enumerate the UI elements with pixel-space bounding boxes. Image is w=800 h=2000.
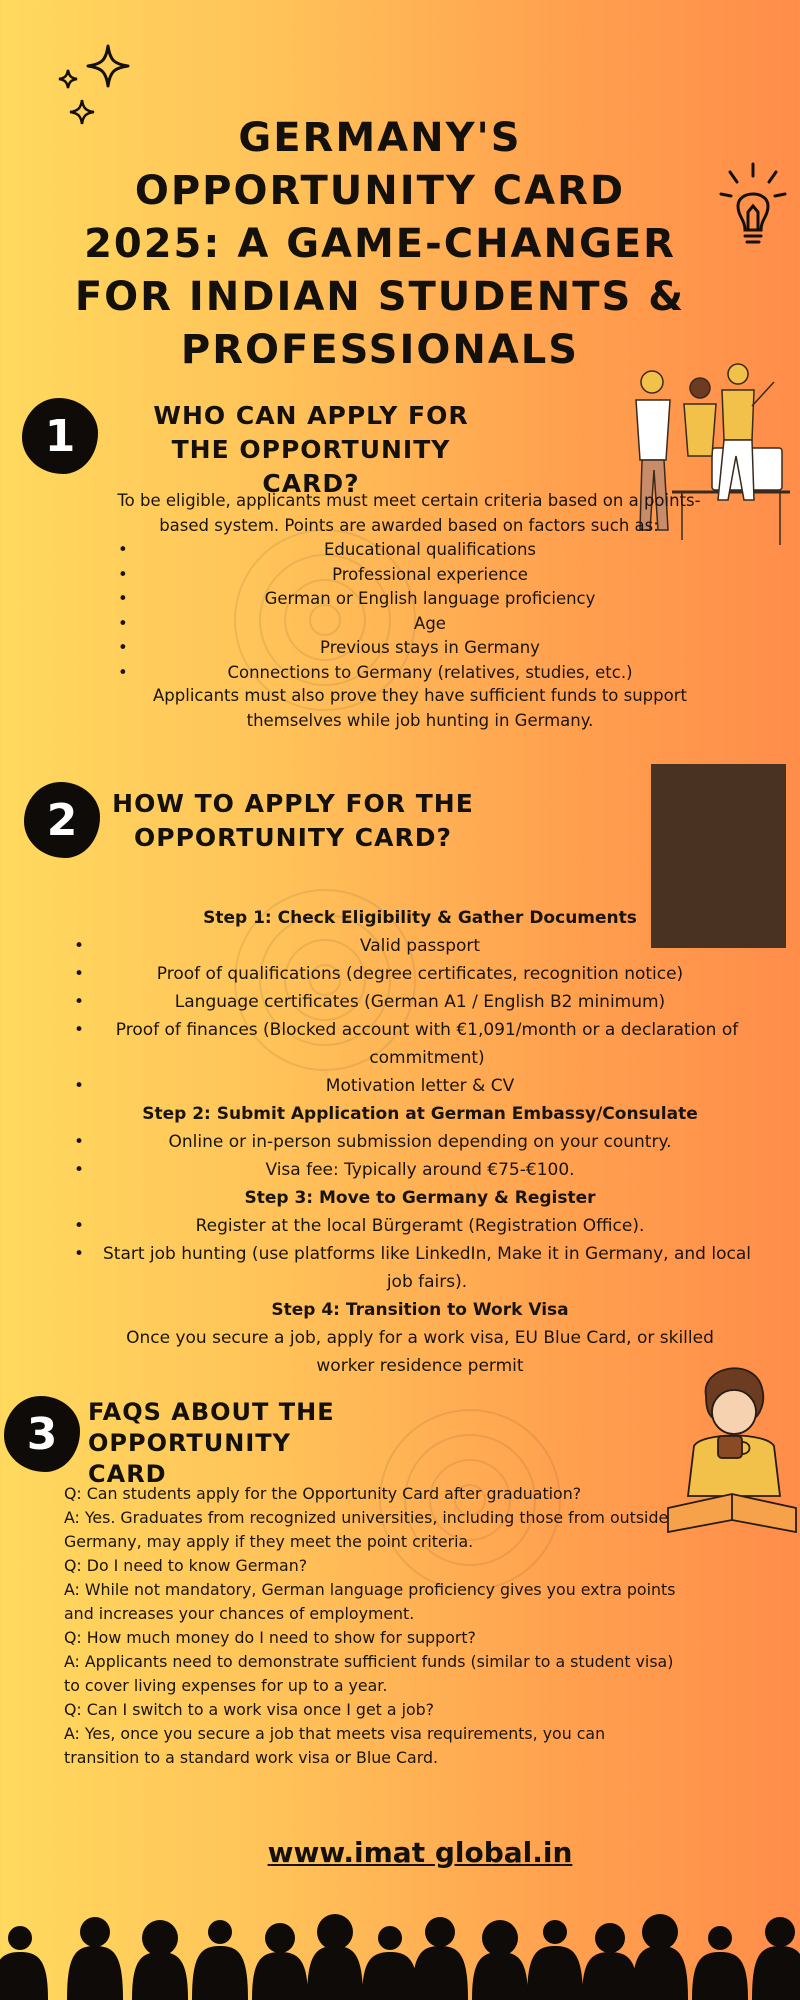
section-heading: HOW TO APPLY FOR THE OPPORTUNITY CARD? — [112, 789, 474, 852]
list-item: • Motivation letter & CV — [74, 1076, 515, 1096]
silhouette-head — [482, 1920, 518, 1956]
step-2-heading: Step 2: Submit Application at German Embassy/Consulate — [142, 1104, 698, 1124]
lightbulb-icon — [718, 160, 788, 260]
silhouette-head — [80, 1917, 110, 1947]
list-item: • Educational qualifications — [118, 540, 537, 559]
faq-question: Q: How much money do I need to show for support? — [64, 1628, 476, 1647]
section-heading: WHO CAN APPLY FOR THE OPPORTUNITY CARD? — [153, 401, 469, 498]
list-item: • Valid passport — [74, 936, 481, 956]
silhouette-body — [412, 1946, 468, 2000]
list-item: • Visa fee: Typically around €75-€100. — [74, 1160, 575, 1180]
silhouette-body — [252, 1952, 308, 2000]
step-3-heading: Step 3: Move to Germany & Register — [244, 1188, 596, 1208]
silhouette-body — [192, 1946, 248, 2000]
silhouette-head — [765, 1917, 795, 1947]
step-4-heading: Step 4: Transition to Work Visa — [271, 1300, 569, 1320]
list-item: • Online or in-person submission depending on your country. — [74, 1132, 672, 1152]
silhouette-head — [595, 1923, 625, 1953]
faq-answer: A: While not mandatory, German language proficiency gives you extra points and increases your chances of employment. — [64, 1580, 676, 1623]
list-item: • Age — [118, 613, 446, 633]
silhouette-body — [527, 1946, 583, 2000]
section-number-badge: 3 — [4, 1396, 80, 1472]
faq-answer: A: Yes, once you secure a job that meets visa requirements, you can transition to a standard work visa or Blue Card. — [64, 1724, 606, 1767]
crowd-silhouette — [0, 1900, 800, 2000]
list-item: • Connections to Germany (relatives, studies, etc.) — [118, 662, 633, 682]
list-item: • Proof of qualifications (degree certificates, recognition notice) — [74, 964, 684, 984]
list-item: • Register at the local Bürgeramt (Registration Office). — [74, 1216, 645, 1236]
list-item: • German or English language proficiency — [118, 589, 596, 608]
faq-answer: A: Applicants need to demonstrate sufficient funds (similar to a student visa) to cover living expenses for up to a year. — [64, 1652, 674, 1695]
faq-question: Q: Can I switch to a work visa once I get a job? — [64, 1700, 435, 1719]
silhouette-head — [208, 1920, 232, 1944]
page-title: GERMANY'S OPPORTUNITY CARD 2025: A GAME-CHANGER FOR INDIAN STUDENTS & PROFESSIONALS — [74, 115, 686, 373]
silhouette-body — [307, 1946, 363, 2000]
silhouette-body — [0, 1952, 48, 2000]
silhouette-body — [362, 1952, 418, 2000]
list-item: • Previous stays in Germany — [118, 638, 540, 657]
silhouette-body — [692, 1952, 748, 2000]
silhouette-head — [378, 1926, 402, 1950]
website-link[interactable]: www.imat global.in — [267, 1836, 573, 1869]
section-heading: FAQS ABOUT THE OPPORTUNITY CARD — [88, 1398, 335, 1488]
faq-question: Q: Do I need to know German? — [64, 1556, 308, 1575]
silhouette-body — [582, 1952, 638, 2000]
silhouette-head — [142, 1920, 178, 1956]
silhouette-head — [425, 1917, 455, 1947]
silhouette-body — [632, 1946, 688, 2000]
list-item: • Language certificates (German A1 / English B2 minimum) — [74, 992, 666, 1012]
silhouette-head — [708, 1926, 732, 1950]
silhouette-head — [642, 1914, 678, 1950]
silhouette-body — [67, 1946, 123, 2000]
list-item: • Proof of finances (Blocked account with €1,091/month or a declaration of commitment) — [74, 1020, 739, 1068]
silhouette-body — [132, 1952, 188, 2000]
faq-answer: A: Yes. Graduates from recognized universities, including those from outside Germany, may apply if they meet the point criteria. — [64, 1508, 669, 1551]
silhouette-body — [752, 1946, 800, 2000]
silhouette-head — [8, 1926, 32, 1950]
silhouette-head — [265, 1923, 295, 1953]
eligibility-criteria-list — [118, 538, 690, 685]
silhouette-body — [472, 1952, 528, 2000]
silhouette-head — [317, 1914, 353, 1950]
section-1-intro: To be eligible, applicants must meet certain criteria based on a points-based system. Points are awarded based on factors such as: — [117, 491, 701, 535]
list-item: • Start job hunting (use platforms like LinkedIn, Make it in Germany, and local job fairs). — [74, 1244, 751, 1292]
step-1-heading: Step 1: Check Eligibility & Gather Documents — [203, 908, 637, 928]
list-item: • Professional experience — [118, 564, 528, 584]
section-2-steps — [70, 904, 770, 1380]
faq-question: Q: Can students apply for the Opportunity Card after graduation? — [64, 1484, 582, 1503]
silhouette-head — [543, 1920, 567, 1944]
faq-list — [64, 1482, 684, 1770]
section-1-outro: Applicants must also prove they have sufficient funds to support themselves while job hunting in Germany. — [153, 686, 687, 730]
section-number-badge: 2 — [24, 782, 100, 858]
step-4-text: Once you secure a job, apply for a work visa, EU Blue Card, or skilled worker residence permit — [126, 1328, 714, 1376]
section-number-badge: 1 — [22, 398, 98, 474]
